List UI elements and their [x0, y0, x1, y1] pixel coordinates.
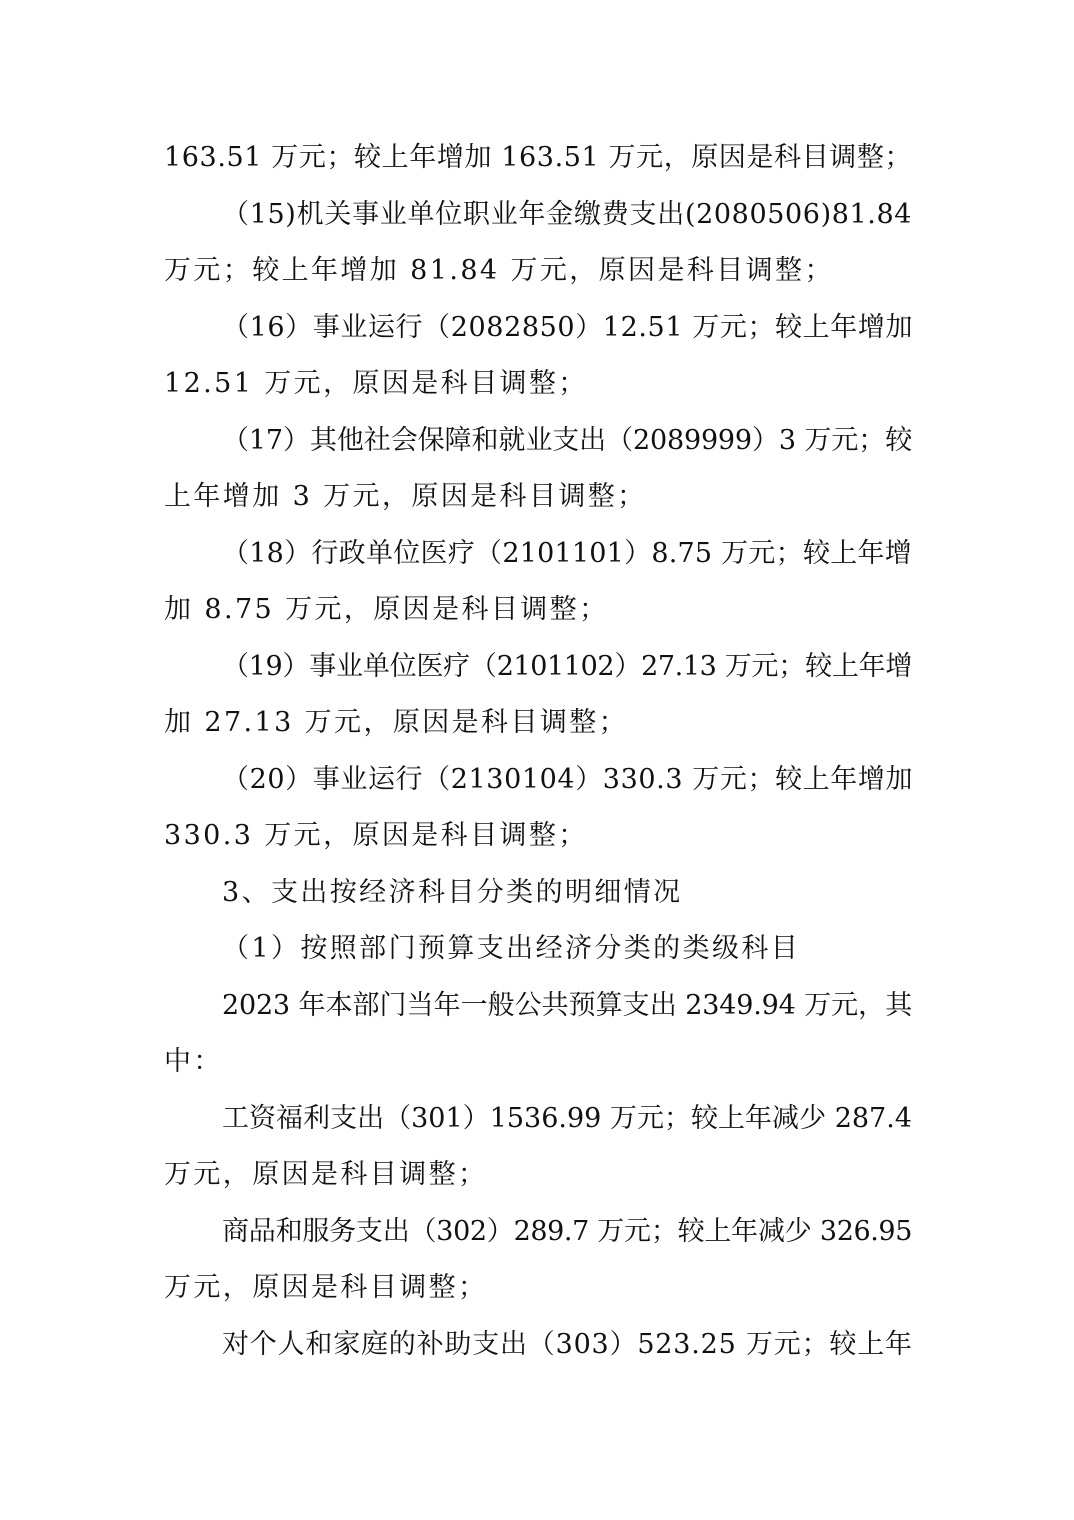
text-line: 330.3 万元，原因是科目调整； [164, 820, 588, 851]
text-line: 万元，原因是科目调整； [164, 1159, 488, 1190]
text-line: （15)机关事业单位职业年金缴费支出(2080506)81.84 [222, 199, 912, 230]
text-line: 商品和服务支出（302）289.7 万元；较上年减少 326.95 [222, 1216, 912, 1247]
text-line: （16）事业运行（2082850）12.51 万元；较上年增加 [222, 312, 914, 343]
text-line: （18）行政单位医疗（2101101）8.75 万元；较上年增 [222, 538, 912, 569]
section-heading: 3、支出按经济科目分类的明细情况 [222, 877, 683, 908]
text-line: 12.51 万元，原因是科目调整； [164, 368, 588, 399]
text-line: （19）事业单位医疗（2101102）27.13 万元；较上年增 [222, 651, 912, 682]
text-line: 上年增加 3 万元，原因是科目调整； [164, 481, 647, 512]
text-line: 中： [164, 1046, 223, 1077]
text-line: 加 27.13 万元，原因是科目调整； [164, 707, 629, 738]
text-line: 对个人和家庭的补助支出（303）523.25 万元；较上年 [222, 1329, 913, 1360]
subsection-heading: （1）按照部门预算支出经济分类的类级科目 [222, 933, 801, 964]
text-line: 2023 年本部门当年一般公共预算支出 2349.94 万元，其 [222, 990, 912, 1021]
text-line: 万元；较上年增加 81.84 万元，原因是科目调整； [164, 255, 834, 286]
text-line: 工资福利支出（301）1536.99 万元；较上年减少 287.4 [222, 1103, 912, 1134]
text-line: 加 8.75 万元，原因是科目调整； [164, 594, 609, 625]
text-line: （17）其他社会保障和就业支出（2089999）3 万元；较 [222, 425, 912, 456]
text-line: 万元，原因是科目调整； [164, 1272, 488, 1303]
text-line: （20）事业运行（2130104）330.3 万元；较上年增加 [222, 764, 914, 795]
text-line: 163.51 万元；较上年增加 163.51 万元，原因是科目调整； [164, 142, 913, 173]
